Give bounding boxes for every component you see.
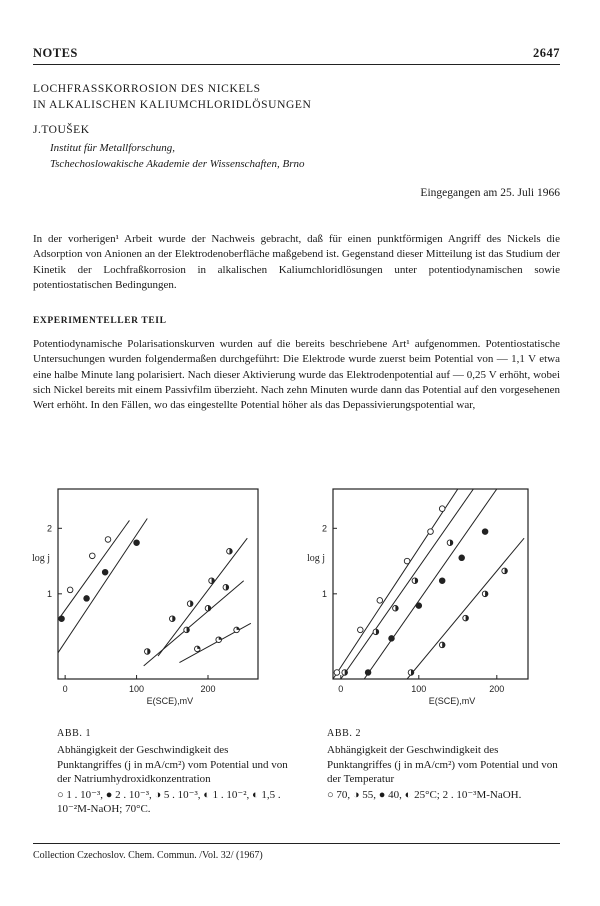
data-point	[234, 627, 240, 633]
data-point	[216, 637, 222, 643]
data-point	[502, 568, 508, 574]
data-point	[205, 605, 211, 611]
data-point	[209, 578, 215, 584]
received-date: Eingegangen am 25. Juli 1966	[420, 187, 560, 199]
figure-1-svg	[30, 484, 280, 716]
x-axis-label: E(SCE),mV	[146, 696, 194, 706]
fit-lines	[58, 518, 251, 665]
data-point	[482, 591, 488, 597]
fit-line-1	[58, 520, 129, 620]
data-point	[89, 553, 95, 559]
figure-1-plot	[30, 484, 280, 716]
fit-lines	[333, 489, 524, 679]
fit-line-1	[333, 489, 458, 679]
section-heading: EXPERIMENTELLER TEIL	[33, 316, 167, 326]
fit-line-2	[341, 489, 474, 679]
institution-line-1: Institut für Metallforschung,	[50, 142, 175, 154]
data-point	[102, 569, 108, 575]
fit-line-2	[58, 518, 147, 652]
data-point	[184, 627, 190, 633]
data-point	[365, 670, 371, 676]
intro-paragraph: In der vorherigen¹ Arbeit wurde der Nachweis gebracht, daß für einen punktförmigen Angriff des Nickels die Adsorption von Anionen an der Elektrodenoberfläche maßgebend ist. Gegenstand dieser Mitteilung ist das Studium der Kinetik der Lochfraßkorrosion in alkalischen Kaliumchloridlösungen unter potentiodynamischen sowie potentiostatischen Bedingungen.	[33, 233, 560, 291]
fit-line-5	[179, 623, 250, 662]
y-axis-label: log j	[32, 553, 51, 565]
data-point	[187, 601, 193, 607]
figure-2-label: ABB. 2	[327, 728, 362, 739]
footer-rule	[33, 843, 560, 844]
data-point	[334, 670, 340, 676]
plot-frame	[58, 489, 258, 679]
figure-2-plot	[305, 484, 545, 716]
title-line-1: LOCHFRASSKORROSION DES NICKELS	[33, 83, 261, 95]
header-rule	[33, 64, 560, 65]
data-point	[416, 603, 422, 609]
data-point	[67, 587, 73, 593]
data-point	[59, 616, 65, 622]
figure-1-caption-text: Abhängigkeit der Geschwindigkeit des Punktangriffes (j in mA/cm²) vom Potential und von der Natriumhydroxidkonzentration	[57, 744, 288, 785]
y-tick-label: 1	[46, 588, 52, 599]
data-point	[439, 578, 445, 584]
data-point	[144, 649, 150, 655]
y-tick-label: 1	[321, 588, 327, 599]
y-tick-label: 2	[46, 523, 52, 534]
page-number: 2647	[533, 46, 560, 60]
data-point	[447, 540, 453, 546]
data-point	[194, 646, 200, 652]
article-title	[33, 81, 311, 113]
y-tick-label: 2	[321, 523, 327, 534]
data-point	[373, 629, 379, 635]
figure-2-caption-text: Abhängigkeit der Geschwindigkeit des Punktangriffes (j in mA/cm²) vom Potential und von der Temperatur	[327, 744, 558, 785]
institution-line-2: Tschechoslowakische Akademie der Wissenschaften, Brno	[50, 158, 305, 170]
data-point	[439, 506, 445, 512]
x-tick-label: 100	[411, 684, 427, 694]
data-point	[105, 537, 111, 543]
data-point	[389, 636, 395, 642]
data-point	[84, 596, 90, 602]
data-point	[459, 555, 465, 561]
x-tick-label: 0	[62, 684, 68, 694]
data-point	[439, 642, 445, 648]
running-header: NOTES	[33, 46, 78, 60]
x-axis-label: E(SCE),mV	[428, 696, 476, 706]
x-tick-label: 0	[338, 684, 344, 694]
footer-citation: Collection Czechoslov. Chem. Commun. /Vol. 32/ (1967)	[33, 850, 263, 861]
data-point	[169, 616, 175, 622]
figure-1-legend: ○ 1 . 10⁻³, ● 2 . 10⁻³, ◑ 5 . 10⁻³, ◐ 1 . 10⁻², ◐ 1,5 . 10⁻²M-NaOH; 70°C.	[57, 788, 281, 815]
author: J.TOUŠEK	[33, 124, 90, 136]
x-tick-label: 200	[489, 684, 505, 694]
fit-line-4	[144, 581, 244, 666]
figure-2-svg	[305, 484, 545, 716]
data-point	[342, 670, 348, 676]
x-tick-label: 200	[200, 684, 216, 694]
data-point	[223, 584, 229, 590]
data-point	[393, 605, 399, 611]
data-point	[463, 615, 469, 621]
data-point	[358, 627, 364, 633]
data-point	[412, 578, 418, 584]
data-point	[227, 548, 233, 554]
data-point	[408, 670, 414, 676]
x-tick-label: 100	[129, 684, 145, 694]
data-point	[377, 598, 383, 604]
figure-2-legend: ○ 70, ◑ 55, ● 40, ◐ 25°C; 2 . 10⁻³M-NaOH.	[327, 788, 522, 801]
data-point	[404, 558, 410, 564]
figure-2-caption	[327, 743, 560, 802]
title-line-2: IN ALKALISCHEN KALIUMCHLORIDLÖSUNGEN	[33, 99, 312, 111]
data-point	[482, 529, 488, 535]
figure-1-label: ABB. 1	[57, 728, 92, 739]
data-point	[134, 540, 140, 546]
experimental-paragraph: Potentiodynamische Polarisationskurven wurden auf die bereits beschriebene Art¹ aufgenommen. Potentiostatische Untersuchungen wurden folgendermaßen durchgeführt: Die Elektrode wurde zuerst beim Potential von — 1,1 V etwa eine halbe Minute lang polarisiert. Nach dieser Aktivierung wurde das Elektrodenpotential auf — 0,25 V erhöht, wobei sich Nickel bereits mit einem Passivfilm überzieht. Nach zehn Minuten wurde dann das Potential auf den vorgesehenen Wert erhöht. In den Fällen, wo das eingestellte Potential höher als das Depassivierungspotential war,	[33, 338, 560, 412]
y-axis-label: log j	[307, 553, 326, 565]
figure-1-caption	[57, 743, 290, 817]
data-point	[428, 529, 434, 535]
fit-line-3	[158, 538, 247, 656]
